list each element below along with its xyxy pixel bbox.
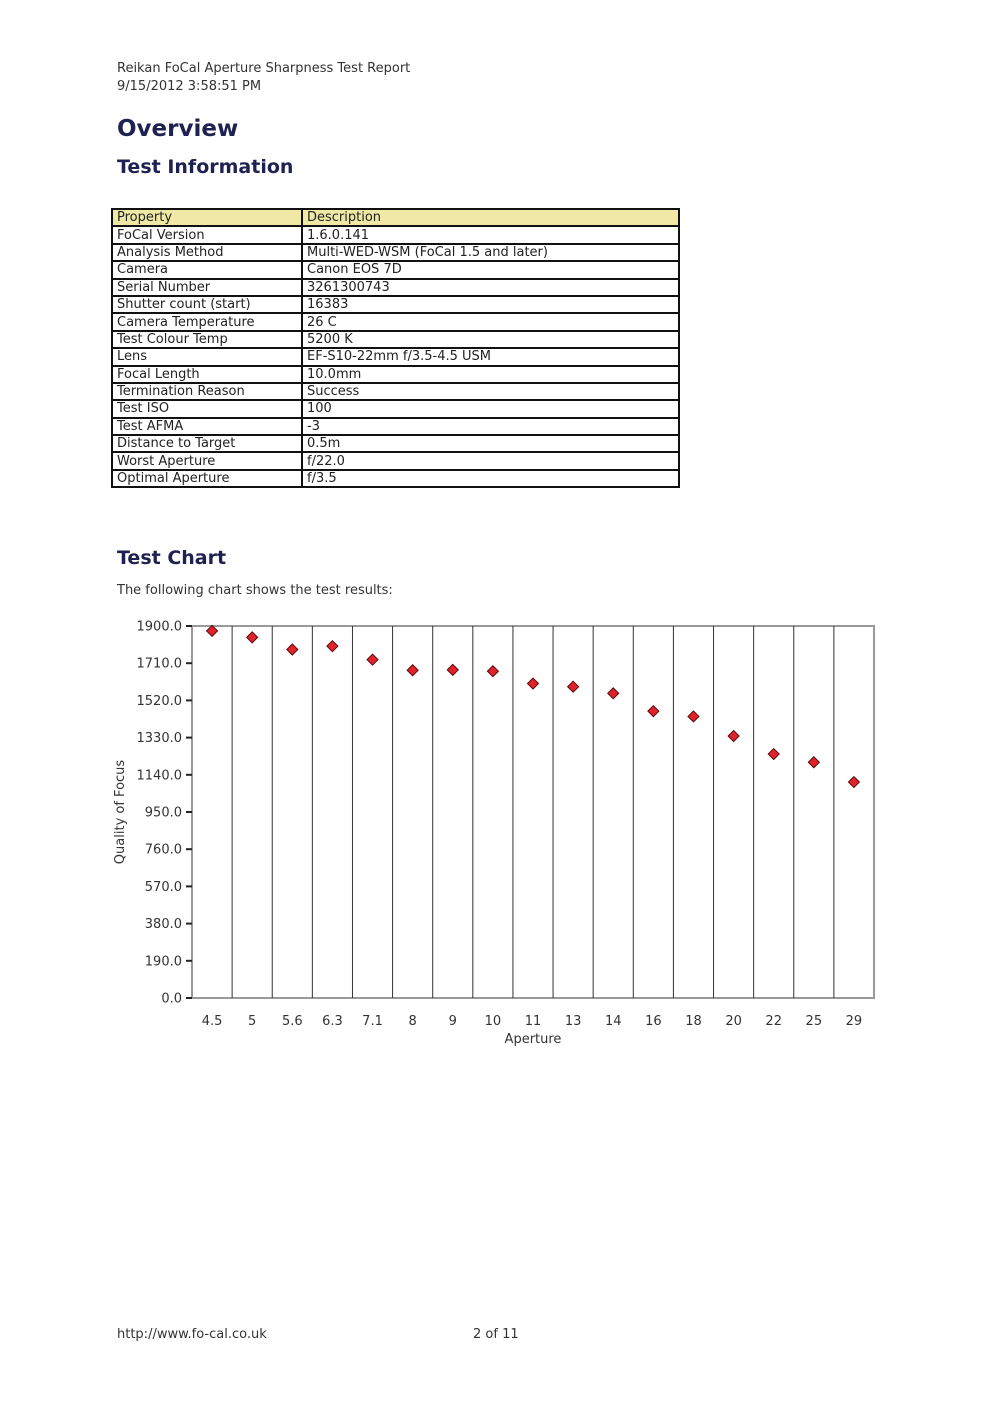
y-tick-label: 1520.0 (136, 693, 182, 709)
description-cell: 16383 (302, 296, 679, 313)
property-cell: Test ISO (112, 400, 302, 417)
description-cell: 100 (302, 400, 679, 417)
x-tick-label: 9 (448, 1014, 457, 1029)
x-tick-label: 8 (408, 1014, 417, 1029)
report-datetime: 9/15/2012 3:58:51 PM (117, 79, 262, 94)
report-title: Reikan FoCal Aperture Sharpness Test Report (117, 61, 411, 76)
chart-intro-text: The following chart shows the test results: (117, 583, 393, 598)
property-cell: Analysis Method (112, 244, 302, 261)
description-cell: EF-S10-22mm f/3.5-4.5 USM (302, 348, 679, 365)
description-cell: Canon EOS 7D (302, 261, 679, 278)
x-tick-label: 22 (765, 1014, 782, 1029)
y-tick-label: 0.0 (161, 991, 182, 1007)
description-cell: -3 (302, 418, 679, 435)
description-cell: 0.5m (302, 435, 679, 452)
y-tick-label: 1330.0 (136, 731, 182, 747)
footer-url[interactable]: http://www.fo-cal.co.uk (117, 1327, 267, 1342)
property-cell: Shutter count (start) (112, 296, 302, 313)
x-tick-label: 18 (685, 1014, 702, 1029)
y-tick-label: 380.0 (144, 917, 182, 933)
x-tick-label: 29 (845, 1014, 863, 1029)
description-cell: 5200 K (302, 331, 679, 348)
y-axis-label: Quality of Focus (113, 759, 128, 865)
x-tick-label: 10 (484, 1014, 502, 1029)
description-cell: Success (302, 383, 679, 400)
property-cell: Worst Aperture (112, 452, 302, 469)
property-cell: Focal Length (112, 366, 302, 383)
x-tick-label: 14 (604, 1014, 622, 1029)
description-cell: f/22.0 (302, 452, 679, 469)
description-cell: 1.6.0.141 (302, 226, 679, 243)
column-header-property: Property (112, 209, 302, 226)
description-cell: 10.0mm (302, 366, 679, 383)
description-cell: f/3.5 (302, 470, 679, 487)
x-tick-label: 16 (645, 1014, 662, 1029)
column-header-description: Description (302, 209, 679, 226)
x-axis-label: Aperture (504, 1032, 562, 1047)
x-tick-label: 5.6 (281, 1014, 303, 1029)
property-cell: Camera (112, 261, 302, 278)
description-cell: Multi-WED-WSM (FoCal 1.5 and later) (302, 244, 679, 261)
x-tick-label: 7.1 (362, 1014, 383, 1029)
footer-page-number: 2 of 11 (473, 1327, 519, 1342)
description-cell: 26 C (302, 313, 679, 330)
y-tick-label: 760.0 (144, 842, 182, 858)
property-cell: Test Colour Temp (112, 331, 302, 348)
property-cell: Lens (112, 348, 302, 365)
y-tick-label: 1900.0 (136, 619, 182, 635)
y-tick-label: 1710.0 (136, 656, 182, 672)
test-information-heading: Test Information (117, 156, 294, 178)
x-tick-label: 5 (248, 1014, 257, 1029)
x-tick-label: 11 (524, 1014, 542, 1029)
y-tick-label: 1140.0 (136, 768, 182, 784)
property-cell: Serial Number (112, 279, 302, 296)
x-tick-label: 13 (564, 1014, 582, 1029)
y-tick-label: 950.0 (144, 805, 182, 821)
y-tick-label: 190.0 (144, 954, 182, 970)
overview-heading: Overview (117, 116, 239, 142)
x-tick-label: 4.5 (201, 1014, 223, 1029)
property-cell: Camera Temperature (112, 313, 302, 330)
property-cell: Test AFMA (112, 418, 302, 435)
x-tick-label: 20 (725, 1014, 742, 1029)
x-tick-label: 25 (805, 1014, 823, 1029)
y-tick-label: 570.0 (144, 879, 182, 895)
property-cell: Distance to Target (112, 435, 302, 452)
property-cell: Termination Reason (112, 383, 302, 400)
property-cell: FoCal Version (112, 226, 302, 243)
test-chart-heading: Test Chart (117, 547, 227, 569)
description-cell: 3261300743 (302, 279, 679, 296)
x-tick-label: 6.3 (322, 1014, 343, 1029)
property-cell: Optimal Aperture (112, 470, 302, 487)
